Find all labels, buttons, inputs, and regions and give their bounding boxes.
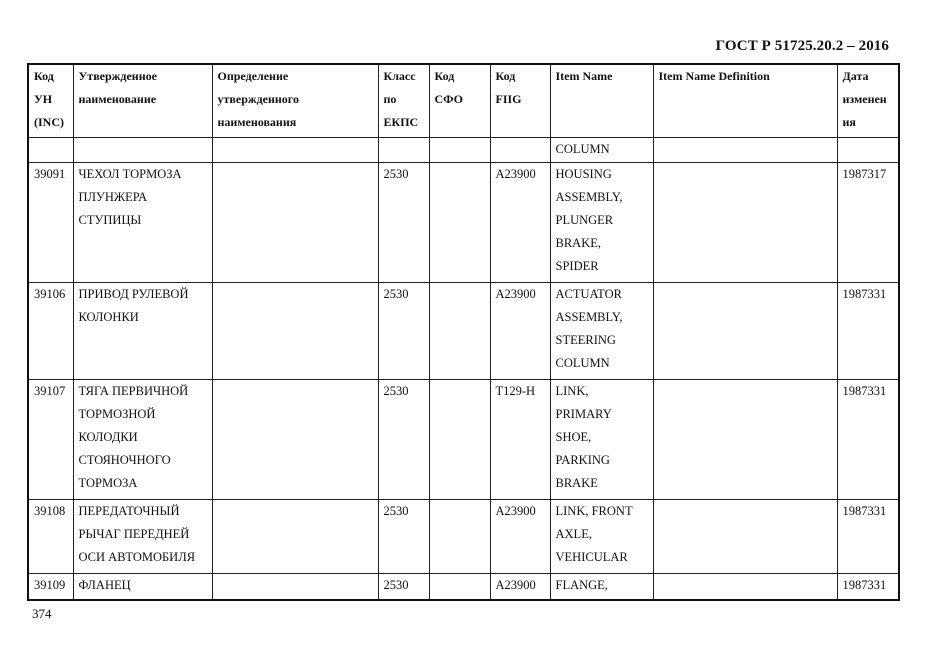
cell-empty [837,137,899,162]
cell-empty [429,137,490,162]
cell-approved-name: ФЛАНЕЦ [73,573,212,600]
cell-approved-name: ПЕРЕДАТОЧНЫЙ РЫЧАГ ПЕРЕДНЕЙ ОСИ АВТОМОБИЛЯ [73,499,212,573]
header-inc: Код УН (INC) [28,64,73,137]
cell-definition [212,282,378,379]
cell-fiig: A23900 [490,573,550,600]
cell-fiig: A23900 [490,282,550,379]
cell-definition [212,499,378,573]
table-row [28,379,899,499]
cell-item-name: HOUSING ASSEMBLY, PLUNGER BRAKE, SPIDER [550,162,653,282]
cell-class: 2530 [378,162,429,282]
cell-class: 2530 [378,499,429,573]
cell-class: 2530 [378,282,429,379]
cell-item-name: LINK, FRONT AXLE, VEHICULAR [550,499,653,573]
cell-sfo [429,282,490,379]
table-row [28,499,899,573]
cell-inc: 39091 [28,162,73,282]
cell-definition [212,573,378,600]
cell-fiig: A23900 [490,499,550,573]
table-row [28,573,899,600]
table-row [28,282,899,379]
cell-approved-name: ЧЕХОЛ ТОРМОЗА ПЛУНЖЕРА СТУПИЦЫ [73,162,212,282]
cell-change-date: 1987317 [837,162,899,282]
header-fiig: Код FIIG [490,64,550,137]
cell-approved-name: ТЯГА ПЕРВИЧНОЙ ТОРМОЗНОЙ КОЛОДКИ СТОЯНОЧНОГО ТОРМОЗА [73,379,212,499]
header-item-name-definition: Item Name Definition [653,64,837,137]
catalog-table [27,63,900,601]
cell-item-name-definition [653,379,837,499]
cell-empty [28,137,73,162]
cell-sfo [429,573,490,600]
table-header-row [28,64,899,137]
cell-inc: 39106 [28,282,73,379]
cell-approved-name: ПРИВОД РУЛЕВОЙ КОЛОНКИ [73,282,212,379]
cell-fiig: T129-H [490,379,550,499]
cell-inc: 39107 [28,379,73,499]
cell-item-name-definition [653,162,837,282]
header-change-date: Дата изменен ия [837,64,899,137]
cell-change-date: 1987331 [837,499,899,573]
cell-fiig: A23900 [490,162,550,282]
cell-definition [212,162,378,282]
table-row [28,162,899,282]
cell-item-name: COLUMN [550,137,653,162]
cell-empty [653,137,837,162]
cell-empty [490,137,550,162]
table-body [28,137,899,600]
cell-change-date: 1987331 [837,282,899,379]
cell-change-date: 1987331 [837,379,899,499]
cell-inc: 39108 [28,499,73,573]
cell-inc: 39109 [28,573,73,600]
cell-class: 2530 [378,573,429,600]
cell-sfo [429,162,490,282]
header-sfo: Код СФО [429,64,490,137]
cell-sfo [429,499,490,573]
cell-item-name-definition [653,573,837,600]
cell-sfo [429,379,490,499]
cell-item-name-definition [653,499,837,573]
page-number: 374 [32,606,52,621]
cell-definition [212,379,378,499]
header-definition: Определение утвержденного наименования [212,64,378,137]
cell-empty [73,137,212,162]
cell-change-date: 1987331 [837,573,899,600]
cell-empty [212,137,378,162]
cell-class: 2530 [378,379,429,499]
document-standard-title: ГОСТ Р 51725.20.2 – 2016 [715,38,889,54]
cell-item-name: FLANGE, [550,573,653,600]
header-class: Класс по ЕКПС [378,64,429,137]
cell-item-name: ACTUATOR ASSEMBLY, STEERING COLUMN [550,282,653,379]
cell-item-name: LINK, PRIMARY SHOE, PARKING BRAKE [550,379,653,499]
table-row-continuation [28,137,899,162]
header-approved-name: Утвержденное наименование [73,64,212,137]
cell-item-name-definition [653,282,837,379]
cell-empty [378,137,429,162]
header-item-name: Item Name [550,64,653,137]
